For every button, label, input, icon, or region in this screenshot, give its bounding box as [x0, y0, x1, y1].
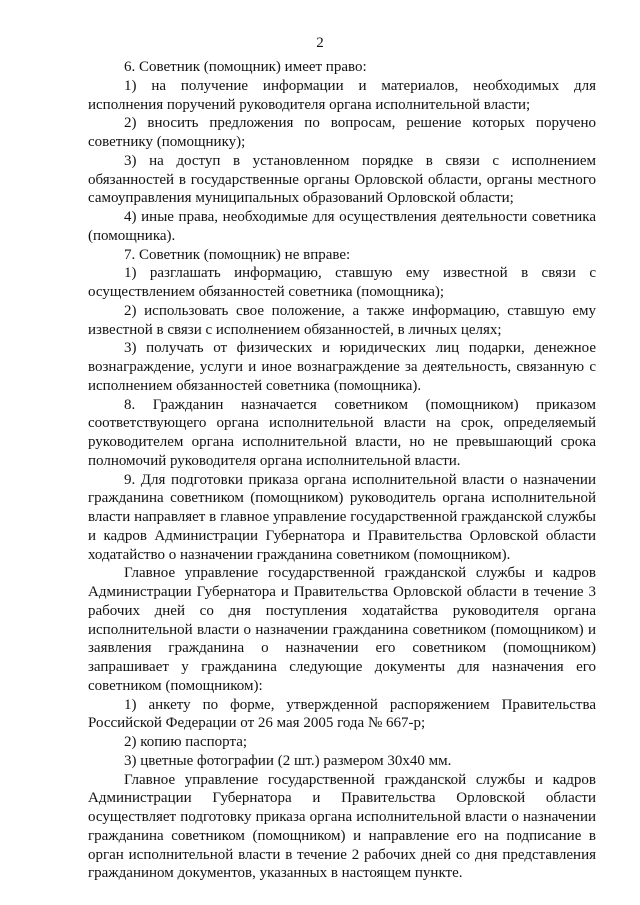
paragraph-7-item-3: 3) получать от физических и юридических лиц подарки, денежное вознаграждение, услуги и иное вознаграждение за деятельность, связанную с исполнением обязанностей советника (помощника). [88, 340, 596, 394]
document-list-item-1: 1) анкету по форме, утвержденной распоряжением Правительства Российской Федерации от 26 мая 2005 года № 667-р; [88, 696, 596, 732]
paragraph-7-item-2: 2) использовать свое положение, а также информацию, ставшую ему известной в связи с исполнением обязанностей, в личных целях; [88, 302, 596, 338]
paragraph-6-heading: 6. Советник (помощник) имеет право: [124, 59, 367, 75]
paragraph-7-item-1: 1) разглашать информацию, ставшую ему известной в связи с осуществлением обязанностей советника (помощника); [88, 265, 596, 300]
paragraph-9-documents-request: Главное управление государственной гражданской службы и кадров Администрации Губернатора и Правительства Орловской области в течение 3 рабочих дней со дня поступления ходатайства руководителя органа исполнительной власти о назначении гражданина советником (помощником) и заявления гражданина о назначении его советником (помощником) запрашивает у гражданина следующие документы для назначения его советником (помощником): [88, 565, 596, 694]
paragraph-6-item-1: 1) на получение информации и материалов, необходимых для исполнения поручений руководителя органа исполнительной власти; [88, 77, 596, 113]
paragraph-6-item-3: 3) на доступ в установленном порядке в связи с исполнением обязанностей в государственные органы Орловской области, органы местного самоуправления муниципальных образований Орловской области; [88, 152, 596, 207]
page-number: 2 [316, 35, 324, 51]
paragraph-9: 9. Для подготовки приказа органа исполнительной власти о назначении гражданина советником (помощником) руководитель органа исполнительной власти направляет в главное управление государственной гражданской службы и кадров Администрации Губернатора и Правительства Орловской области ходатайство о назначении гражданина советником (помощником). [88, 471, 596, 563]
document-list-item-2: 2) копию паспорта; [124, 734, 248, 750]
paragraph-9-order-preparation: Главное управление государственной гражданской службы и кадров Администрации Губернатора и Правительства Орловской области осуществляет подготовку приказа органа исполнительной власти о назначении гражданина советником (помощником) и направление его на подписание в орган исполнительной власти в течение 2 рабочих дней со дня представления гражданином документов, указанных в настоящем пункте. [88, 771, 596, 882]
paragraph-8: 8. Гражданин назначается советником (помощником) приказом соответствующего органа исполнительной власти на срок, определяемый руководителем органа исполнительной власти, но не превышающий срока полномочий руководителя органа исполнительной власти. [88, 396, 596, 469]
paragraph-6-item-2: 2) вносить предложения по вопросам, решение которых поручено советнику (помощнику); [88, 115, 596, 150]
paragraph-6-item-4: 4) иные права, необходимые для осуществления деятельности советника (помощника). [88, 209, 596, 244]
document-body [88, 58, 596, 883]
paragraph-7-heading: 7. Советник (помощник) не вправе: [124, 246, 351, 263]
document-list-item-3: 3) цветные фотографии (2 шт.) размером 30х40 мм. [124, 752, 452, 769]
